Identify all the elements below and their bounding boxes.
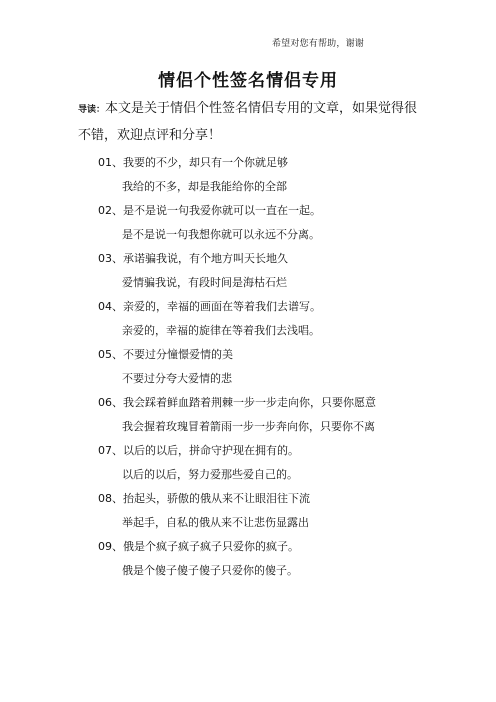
entry-line: 08、抬起头，骄傲的俄从来不让眼泪往下流 <box>98 492 310 505</box>
entry-reply: 我会握着玫瑰冒着箭雨一步一步奔向你，只要你不离 <box>122 420 375 433</box>
entry-line: 06、我会踩着鲜血踏着荆棘一步一步走向你，只要你愿意 <box>98 396 376 409</box>
entry-reply: 俄是个傻子傻子傻子只爱你的傻子。 <box>122 564 298 577</box>
page-title: 情侣个性签名情侣专用 <box>158 71 338 91</box>
entry-reply: 亲爱的，幸福的旋律在等着我们去浅唱。 <box>122 324 320 337</box>
header-note: 希望对您有帮助，谢谢 <box>271 39 364 49</box>
intro-paragraph <box>78 96 428 148</box>
entry-line: 02、是不是说一句我爱你就可以一直在一起。 <box>98 204 321 217</box>
entry-line: 05、不要过分憧憬爱情的美 <box>98 348 233 361</box>
signature-list <box>98 151 438 583</box>
entry-reply: 是不是说一句我想你就可以永远不分离。 <box>122 228 320 241</box>
entry-reply: 以后的以后，努力爱那些爱自己的。 <box>122 468 298 481</box>
entry-reply: 爱情骗我说，有段时间是海枯石烂 <box>122 276 287 289</box>
entry-line: 09、俄是个疯子疯子疯子只爱你的疯子。 <box>98 540 299 553</box>
intro-label: 导读： <box>78 105 106 115</box>
entry-line: 03、承诺骗我说，有个地方叫天长地久 <box>98 252 288 265</box>
entry-reply: 举起手，自私的俄从来不让悲伤显露出 <box>122 516 309 529</box>
intro-text: 本文是关于情侣个性签名情侣专用的文章，如果觉得很不错，欢迎点评和分享！ <box>78 101 418 143</box>
entry-line: 01、我要的不少，却只有一个你就足够 <box>98 156 288 169</box>
entry-reply: 我给的不多，却是我能给你的全部 <box>122 180 287 193</box>
entry-line: 04、亲爱的，幸福的画面在等着我们去谱写。 <box>98 300 321 313</box>
entry-line: 07、以后的以后，拼命守护现在拥有的。 <box>98 444 299 457</box>
entry-reply: 不要过分夸大爱情的悲 <box>122 372 232 385</box>
